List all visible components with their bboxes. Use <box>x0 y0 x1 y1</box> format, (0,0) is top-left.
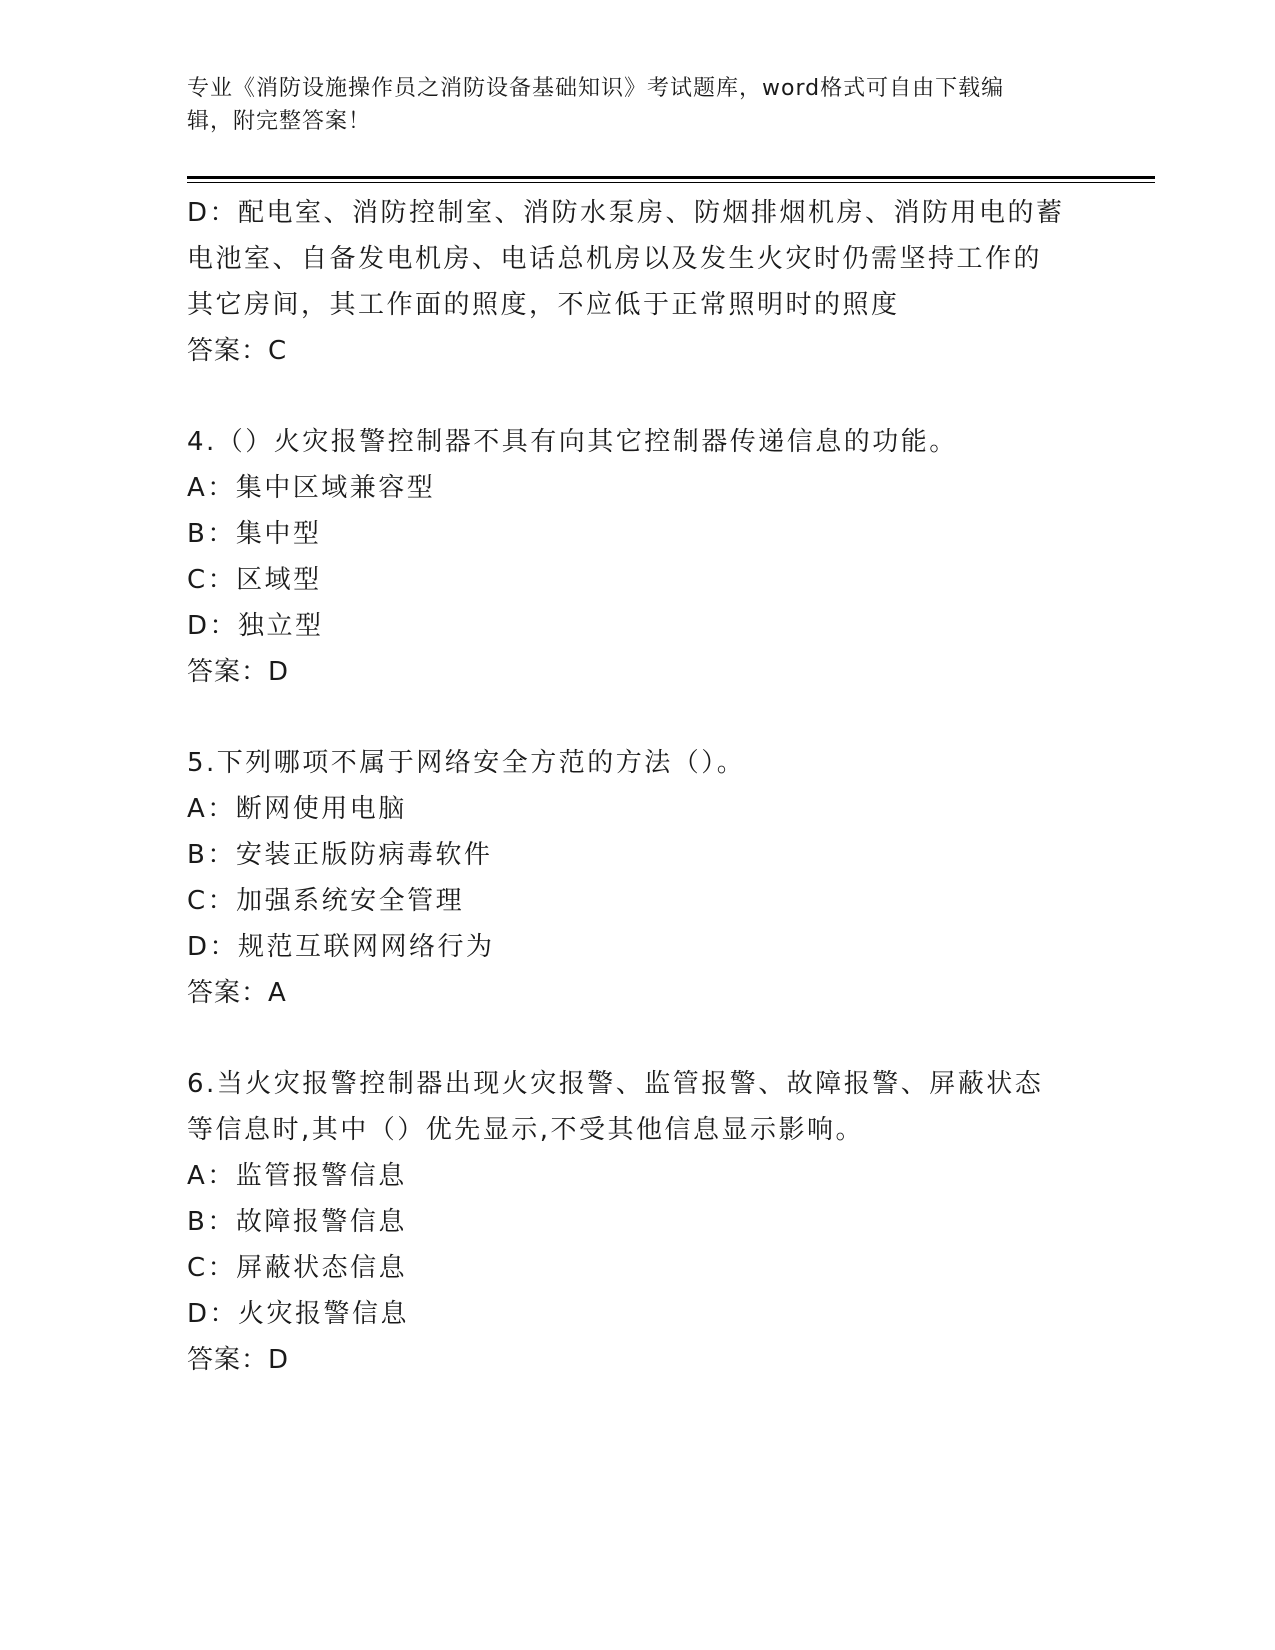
question-text: 5.下列哪项不属于网络安全方范的方法（）。 <box>187 748 746 778</box>
document-header <box>187 72 1067 138</box>
question-text: 等信息时,其中（）优先显示,不受其他信息显示影响。 <box>187 1115 865 1145</box>
header-divider-thin <box>187 182 1155 183</box>
option-b: B：安装正版防病毒软件 <box>187 840 493 870</box>
header-line-1: 专业《消防设施操作员之消防设备基础知识》考试题库，word格式可自由下载编 <box>187 76 1005 101</box>
answer: 答案：A <box>187 978 287 1008</box>
option-d: D：规范互联网网络行为 <box>187 932 495 962</box>
option-c: C：区域型 <box>187 565 322 595</box>
answer: 答案：D <box>187 657 290 687</box>
option-d-line: 电池室、自备发电机房、电话总机房以及发生火灾时仍需坚持工作的 <box>187 244 1043 274</box>
option-d: D：独立型 <box>187 611 324 641</box>
option-a: A：集中区域兼容型 <box>187 473 436 503</box>
question-4 <box>187 419 1087 695</box>
question-text: 6.当火灾报警控制器出现火灾报警、监管报警、故障报警、屏蔽状态 <box>187 1069 1044 1099</box>
option-a: A：监管报警信息 <box>187 1161 407 1191</box>
question-5 <box>187 740 1087 1016</box>
option-c: C：加强系统安全管理 <box>187 886 465 916</box>
question-3-tail <box>187 190 1087 374</box>
option-b: B：集中型 <box>187 519 322 549</box>
answer: 答案：D <box>187 1345 290 1375</box>
option-d-line: D：配电室、消防控制室、消防水泵房、防烟排烟机房、消防用电的蓄 <box>187 198 1065 228</box>
option-d-line: 其它房间，其工作面的照度，不应低于正常照明时的照度 <box>187 290 900 320</box>
question-text: 4.（）火灾报警控制器不具有向其它控制器传递信息的功能。 <box>187 427 958 457</box>
document-body <box>187 190 1087 1383</box>
answer: 答案：C <box>187 336 288 366</box>
header-divider-thick <box>187 176 1155 179</box>
option-c: C：屏蔽状态信息 <box>187 1253 408 1283</box>
option-b: B：故障报警信息 <box>187 1207 407 1237</box>
question-6 <box>187 1061 1087 1383</box>
option-d: D：火灾报警信息 <box>187 1299 410 1329</box>
option-a: A：断网使用电脑 <box>187 794 407 824</box>
header-line-2: 辑，附完整答案！ <box>187 109 372 134</box>
